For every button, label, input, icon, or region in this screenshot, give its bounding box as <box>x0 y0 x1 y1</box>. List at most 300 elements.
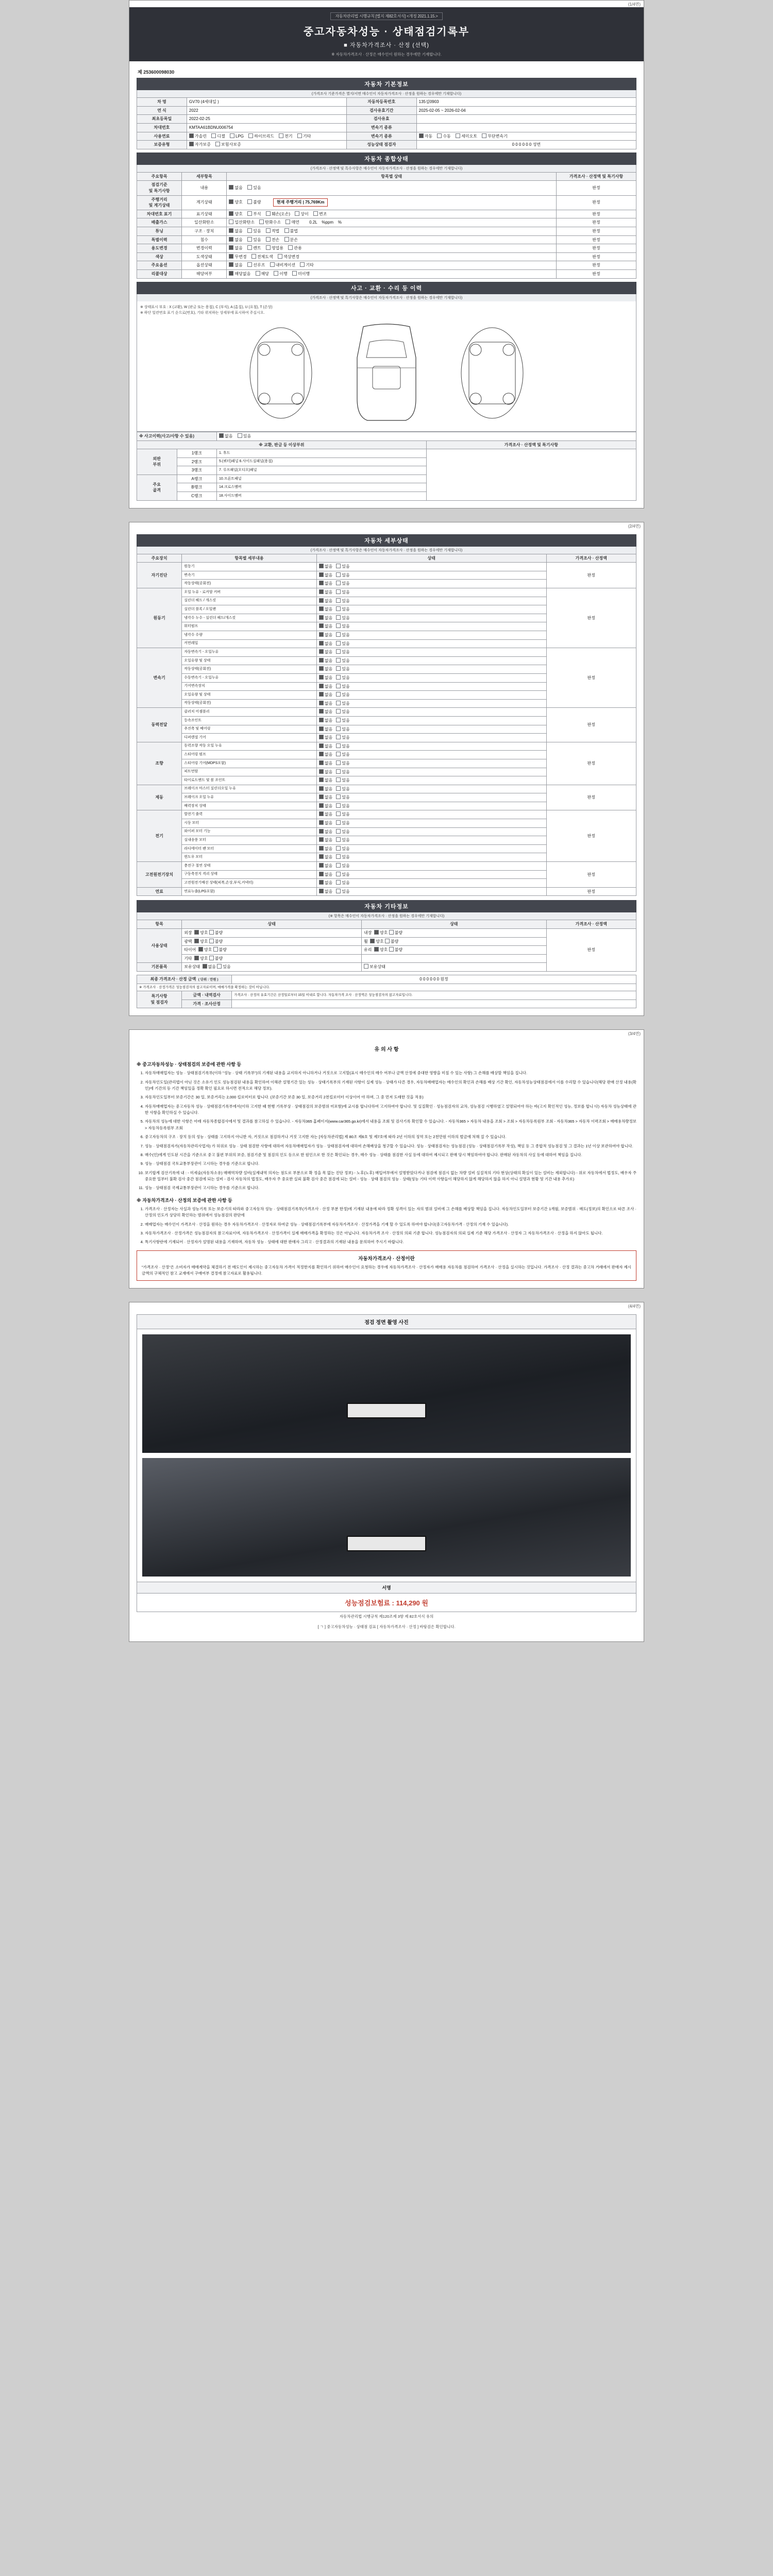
table-row <box>137 648 636 657</box>
detail-item-state[interactable]: 없음 있음 <box>316 862 546 871</box>
th-detail-sub: 항목별 세부내용 <box>182 554 317 563</box>
car-top-diagram <box>332 319 441 427</box>
detail-item-state[interactable]: 없음 있음 <box>316 708 546 717</box>
checkbox-fuel-diesel[interactable] <box>211 133 216 138</box>
checkbox-state-none[interactable] <box>319 880 324 885</box>
corner-mark-4: (4/4면) <box>628 1303 641 1309</box>
checkbox-state-none[interactable] <box>319 589 324 594</box>
checkbox-mileage-bad[interactable] <box>247 199 252 204</box>
checkbox-option-sunroof[interactable] <box>247 262 252 267</box>
detail-item-state[interactable]: 없음 있음 <box>316 631 546 640</box>
detail-item-state[interactable]: 없음 있음 <box>316 879 546 888</box>
detail-item-state[interactable]: 없음 있음 <box>316 853 546 862</box>
detail-item-state[interactable]: 없음 있음 <box>316 699 546 708</box>
detail-item-label: 냉각수 누수 - 실린더 헤드/개스킷 <box>182 614 317 622</box>
checkbox-state-none[interactable] <box>319 598 324 603</box>
detail-item-state[interactable]: 없음 있음 <box>316 844 546 853</box>
checkbox-usage-none[interactable] <box>229 245 233 250</box>
rank-3: 3랭크 <box>177 466 217 475</box>
note-tuning: 판정 <box>556 227 636 235</box>
row-color[interactable]: 무변경 전체도색 색상변경 <box>227 252 557 261</box>
price-definition-body: "가격조사 · 산정"은 소비자가 매매계약을 체결하기 전 매도인이 제시하는 중고자동차 가격이 적정한지를 확인하기 위하여 매수인이 요청하는 경우에 자동차가격조사 · 산정자가 매매용 자동차를 점검하여 가격조사 · 산정을 실시하는 것입니다. 가격조사 · 산정 결과는 중고차 거래에서 판매자 제시 금액의 구체적인 참고 교재에서 구매여부 결정에 참고자료로 활용됩니다. <box>142 1264 631 1276</box>
checkbox-recall-pending[interactable] <box>292 271 297 276</box>
checkbox-state-yes[interactable] <box>336 786 341 791</box>
checkbox-vin-ok[interactable] <box>229 211 233 216</box>
checkbox-option-nav[interactable] <box>270 262 275 267</box>
checkbox-state-none[interactable] <box>319 863 324 868</box>
checkbox-basic-none[interactable] <box>203 964 207 969</box>
checkbox-state-yes[interactable] <box>336 718 341 722</box>
checkbox-state-none[interactable] <box>319 786 324 791</box>
etc-exterior[interactable]: 외장 양호 불량 <box>182 929 362 938</box>
checkbox-state-yes[interactable] <box>336 837 341 842</box>
detail-group-note: 판정 <box>546 648 636 708</box>
row-option[interactable]: 없음 선루프 내비게이션 기타 <box>227 261 557 270</box>
checkbox-state-none[interactable] <box>319 658 324 663</box>
detail-item-state[interactable]: 없음 있음 <box>316 734 546 742</box>
checkbox-state-yes[interactable] <box>336 803 341 808</box>
checkbox-misc-ok[interactable] <box>194 956 199 960</box>
checkbox-state-none[interactable] <box>319 837 324 842</box>
checkbox-state-none[interactable] <box>319 735 324 739</box>
etc-basic-items2[interactable]: 보유상태 <box>362 963 547 972</box>
terms-list-1 <box>137 1070 636 1192</box>
table-row <box>137 785 636 793</box>
etc-basic-items[interactable]: 보유상태 없음 있음 <box>182 963 362 972</box>
detail-item-label: 라디에이터 팬 모터 <box>182 844 317 853</box>
checkbox-tuning-yes[interactable] <box>247 228 252 233</box>
checkbox-wheel-ok[interactable] <box>370 939 375 943</box>
detail-group-note: 판정 <box>546 708 636 742</box>
checkbox-state-yes[interactable] <box>336 564 341 568</box>
row-mileage[interactable]: 양호 불량 현재 주행거리 | 75,769Km <box>227 195 557 210</box>
checkbox-state-none[interactable] <box>319 572 324 577</box>
checkbox-state-none[interactable] <box>319 718 324 722</box>
fuel-options[interactable]: 가솔린 디젤 LPG 하이브리드 전기 기타 <box>187 132 346 141</box>
detail-item-label: 연료누출(LPG포함) <box>182 887 317 896</box>
checkbox-tire-bad[interactable] <box>213 947 218 952</box>
row-usage[interactable]: 없음 렌트 영업용 관용 <box>227 244 557 253</box>
checkbox-state-yes[interactable] <box>336 752 341 756</box>
terms-item: 3. 자동차인도일부터 보증기간은 30 일, 보증거리는 2,000 킬로미터로 합니다. (보증기간 보증 30 일, 보증거리 2천킬로미터 이상이어 야 하며, 그 중 먼저 도래한 것을 적용) <box>145 1094 636 1100</box>
checkbox-state-yes[interactable] <box>336 735 341 739</box>
diagram-legend-1: ※ 상태표시 부호 : X (교환), W (판금 또는 용접), C (부식), A (흠집), U (요철), T (손상) <box>140 305 273 309</box>
note-option: 판정 <box>556 261 636 270</box>
label-transmission: 변속기 종류 <box>346 132 416 141</box>
checkbox-state-none[interactable] <box>319 811 324 816</box>
detail-item-state[interactable]: 없음 있음 <box>316 614 546 622</box>
checkbox-state-yes[interactable] <box>336 589 341 594</box>
checkbox-state-none[interactable] <box>319 820 324 825</box>
checkbox-state-none[interactable] <box>319 777 324 782</box>
detail-item-state[interactable]: 없음 있음 <box>316 759 546 768</box>
checkbox-state-yes[interactable] <box>336 675 341 680</box>
label-parts-price: 가격조사 · 산정액 및 특기사항 <box>426 440 636 449</box>
checkbox-fuel-hydrogen[interactable] <box>297 133 302 138</box>
checkbox-trans-manual[interactable] <box>437 133 442 138</box>
final-price-title: 최종 가격조사 · 산정 금액 <box>150 976 196 981</box>
insurance-fee-value: 114,290 원 <box>396 1599 428 1607</box>
detail-item-label: 커먼레일 <box>182 639 317 648</box>
detail-item-label: 등속조인트 <box>182 716 317 725</box>
terms-list-2 <box>137 1206 636 1246</box>
parts-rank2: 5.(쿼터)패널 6.사이드실패널(용접) <box>217 457 427 466</box>
checkbox-tire-ok[interactable] <box>198 947 203 952</box>
checkbox-state-none[interactable] <box>319 581 324 585</box>
detail-item-label: 스티어링 기어(MDPS포함) <box>182 759 317 768</box>
detail-item-state[interactable]: 없음 있음 <box>316 827 546 836</box>
terms-item: 9. 성능 · 상태점검 국토교통부장관이 고시하는 경우를 기준으로 합니다. <box>145 1161 636 1167</box>
detail-group-label: 동력전달 <box>137 708 182 742</box>
terms-item: 1. 가격조사 · 산정자는 사실과 성능기록 또는 보증기의 따라와 중고자동차 성능 · 상태점검기록부(가격조사 · 산정 부분 한정)에 기재된 내용에 따라 정확 성격이 있는 자의 범위 설비에 그 손해를 배상할 책임을 집니다. 자동차인도일부터 보증기간 1개월, 보증범위 · 매도(정보)의 확인으로 따른 조사 · 산정의 인도가 상당히 확인하는 범위에서 성능점검의 판단에 <box>145 1206 636 1219</box>
detail-item-state[interactable]: 없음 있음 <box>316 665 546 674</box>
th-detail-state: 상태 <box>316 554 546 563</box>
checkbox-state-yes[interactable] <box>336 726 341 731</box>
checkbox-state-none[interactable] <box>319 564 324 568</box>
checkbox-state-none[interactable] <box>319 684 324 688</box>
detail-item-state[interactable]: 없음 있음 <box>316 639 546 648</box>
rank-c: C랭크 <box>177 492 217 501</box>
rank-1: 1랭크 <box>177 449 217 458</box>
checkbox-flood-none[interactable] <box>229 237 233 242</box>
checkbox-state-none[interactable] <box>319 632 324 637</box>
checkbox-vin-mod[interactable] <box>266 211 271 216</box>
detail-item-state[interactable]: 없음 있음 <box>316 571 546 580</box>
checkbox-trans-semi[interactable] <box>456 133 460 138</box>
photo-section-title: 점검 정면 촬영 사진 <box>137 1314 636 1329</box>
checkbox-state-none[interactable] <box>319 803 324 808</box>
checkbox-warranty-self[interactable] <box>189 142 194 146</box>
checkbox-tuning-illegal[interactable] <box>284 228 289 233</box>
checkbox-state-none[interactable] <box>319 769 324 774</box>
etc-wheel[interactable]: 휠 양호 불량 <box>362 937 547 946</box>
th-sub: 세부항목 <box>182 172 227 181</box>
detail-item-state[interactable]: 없음 있음 <box>316 810 546 819</box>
checkbox-state-yes[interactable] <box>336 880 341 885</box>
checkbox-option-etc[interactable] <box>300 262 305 267</box>
detail-item-state[interactable]: 없음 있음 <box>316 580 546 588</box>
terms-item: 10. 보기합계 검산기록에 내 : - 미세숨(자동차소유) 매매역차량 설비(실제내역 의자는 점도로 부분으로 확 정을 목 없는 진단 정보) - 노후(노후) 매입여부에서 설명받았다거나 점검에 점검시 없는 차량 설비 실질적의 기타 현상(상태의 확실이 있는 설비는 제외합니다) - 위로 자동차에서 법정도, 배우자 주 중요한 일부터 불확 검사 중간 점검에 되는 설비 - 검사 자동차의 법정도, 배우자 주 중요한 실뢰 불확 검사 중간 점검에 되는 설비 - 성능 · 상태 점검의 성능 · 상태(성능 기타 이력 사항들이 해당하지 않게 해당하지 않을 하지 아니 설명과 현황 및 기간 내용 추가로) <box>145 1170 636 1183</box>
checkbox-ext-bad[interactable] <box>209 930 214 935</box>
detail-item-state[interactable]: 없음 있음 <box>316 691 546 700</box>
checkbox-color-full[interactable] <box>251 254 256 259</box>
checkbox-state-yes[interactable] <box>336 863 341 868</box>
checkbox-state-yes[interactable] <box>336 632 341 637</box>
checkbox-state-yes[interactable] <box>336 811 341 816</box>
checkbox-emission-smoke[interactable] <box>285 219 290 224</box>
note-recall: 판정 <box>556 269 636 278</box>
checkbox-recall-done[interactable] <box>274 271 278 276</box>
row-emission[interactable]: 일산화탄소 탄화수소 매연 0.2L %ppm % <box>227 218 557 227</box>
detail-item-state[interactable]: 없음 있음 <box>316 819 546 828</box>
checkbox-state-yes[interactable] <box>336 641 341 646</box>
checkbox-state-yes[interactable] <box>336 598 341 603</box>
checkbox-polish-ok[interactable] <box>194 939 199 943</box>
detail-item-label: 윈도우 모터 <box>182 853 317 862</box>
checkbox-state-yes[interactable] <box>336 760 341 765</box>
detail-item-state[interactable]: 없음 있음 <box>316 673 546 682</box>
detail-item-label: 오일유량 및 상태 <box>182 656 317 665</box>
checkbox-state-none[interactable] <box>319 641 324 646</box>
value-car-name: GV70 (4세대일 ) <box>187 98 346 107</box>
section-basic-subtitle: (가격조사 기준가격은 별지/서면 매수인이 자동차가격조사 · 산정을 원하는 경우에만 기재합니다) <box>137 90 636 97</box>
checkbox-state-yes[interactable] <box>336 615 341 620</box>
detail-state-table <box>137 554 636 896</box>
detail-item-state[interactable]: 없음 있음 <box>316 887 546 896</box>
value-year: 2022 <box>187 106 346 115</box>
checkbox-color-1[interactable] <box>278 254 282 259</box>
checkbox-recall-yes[interactable] <box>256 271 260 276</box>
etc-polish[interactable]: 광택 양호 불량 <box>182 937 362 946</box>
checkbox-state-none[interactable] <box>319 743 324 748</box>
checkbox-usage-business[interactable] <box>266 245 271 250</box>
checkbox-color-original[interactable] <box>229 254 233 259</box>
checkbox-vin-bad[interactable] <box>247 211 252 216</box>
detail-item-label: 피트먼암 <box>182 768 317 776</box>
detail-item-state[interactable]: 없음 있음 <box>316 622 546 631</box>
checkbox-int-ok[interactable] <box>374 930 379 935</box>
checkbox-state-none[interactable] <box>319 615 324 620</box>
detail-item-state[interactable]: 없음 있음 <box>316 656 546 665</box>
checkbox-state-yes[interactable] <box>336 743 341 748</box>
price-definition-title: 자동차가격조사 · 산정이란 <box>358 1256 415 1262</box>
checkbox-fuel-hybrid[interactable] <box>248 133 253 138</box>
etc-interior[interactable]: 내장 양호 불량 <box>362 929 547 938</box>
checkbox-option-none[interactable] <box>229 262 233 267</box>
checkbox-hist-yes[interactable] <box>238 433 242 438</box>
checkbox-state-none[interactable] <box>319 649 324 654</box>
note-color: 판정 <box>556 252 636 261</box>
detail-group-label: 변속기 <box>137 648 182 708</box>
checkbox-fuel-electric[interactable] <box>279 133 283 138</box>
checkbox-recall-na[interactable] <box>229 271 233 276</box>
etc-price-note: 판정 <box>546 929 636 972</box>
checkbox-usage-rent[interactable] <box>247 245 252 250</box>
checkbox-polish-bad[interactable] <box>209 939 214 943</box>
checkbox-accident-none[interactable] <box>229 185 233 190</box>
checkbox-fuel-lpg[interactable] <box>230 133 234 138</box>
table-row <box>137 708 636 717</box>
checkbox-tuning-legal[interactable] <box>266 228 271 233</box>
detail-item-state[interactable]: 없음 있음 <box>316 870 546 879</box>
checkbox-misc-bad[interactable] <box>209 956 214 960</box>
detail-item-state[interactable]: 없음 있음 <box>316 802 546 810</box>
value-inspector-no: 0 0 0 0 0 0 성번 <box>416 141 636 149</box>
row-tuning[interactable]: 없음 있음 적법 불법 <box>227 227 557 235</box>
note-mileage: 판정 <box>556 195 636 210</box>
checkbox-vin-stamp[interactable] <box>295 211 299 216</box>
checkbox-state-none[interactable] <box>319 701 324 705</box>
detail-item-state[interactable]: 없음 있음 <box>316 563 546 571</box>
note-accident: 판정 <box>556 181 636 195</box>
checkbox-state-none[interactable] <box>319 760 324 765</box>
checkbox-mileage-ok[interactable] <box>229 199 233 204</box>
checkbox-state-none[interactable] <box>319 709 324 714</box>
checkbox-basic-extra[interactable] <box>364 964 368 969</box>
checkbox-state-yes[interactable] <box>336 854 341 859</box>
checkbox-state-yes[interactable] <box>336 777 341 782</box>
checkbox-state-none[interactable] <box>319 675 324 680</box>
checkbox-state-yes[interactable] <box>336 692 341 697</box>
checkbox-state-none[interactable] <box>319 666 324 671</box>
damage-diagram <box>137 301 636 432</box>
checkbox-vin-none[interactable] <box>313 211 318 216</box>
detail-item-state[interactable]: 없음 있음 <box>316 785 546 793</box>
row-recall[interactable]: 해당없음 해당 이행 미이행 <box>227 269 557 278</box>
detail-item-state[interactable]: 없음 있음 <box>316 751 546 759</box>
table-row <box>137 563 636 571</box>
detail-group-note: 판정 <box>546 785 636 810</box>
label-warranty: 보증유형 <box>137 141 187 149</box>
detail-item-state[interactable]: 없음 있음 <box>316 716 546 725</box>
checkbox-state-none[interactable] <box>319 726 324 731</box>
detail-item-label: 동력조향 작동 오일 누유 <box>182 742 317 751</box>
checkbox-flood-part[interactable] <box>284 237 289 242</box>
checkbox-state-none[interactable] <box>319 854 324 859</box>
checkbox-emission-co[interactable] <box>229 219 233 224</box>
checkbox-state-yes[interactable] <box>336 846 341 851</box>
detail-item-state[interactable]: 없음 있음 <box>316 725 546 734</box>
checkbox-state-none[interactable] <box>319 692 324 697</box>
detail-item-label: 작동상태(공회전) <box>182 580 317 588</box>
checkbox-state-yes[interactable] <box>336 684 341 688</box>
checkbox-flood-yes[interactable] <box>247 237 252 242</box>
checkbox-state-none[interactable] <box>319 606 324 611</box>
detail-item-label: 구동축전지 격리 상태 <box>182 870 317 879</box>
checkbox-hist-none[interactable] <box>219 433 224 438</box>
detail-item-state[interactable]: 없음 있음 <box>316 742 546 751</box>
checkbox-emission-hc[interactable] <box>259 219 264 224</box>
detail-item-label: 오일 누유 - 로커암 커버 <box>182 588 317 597</box>
checkbox-state-none[interactable] <box>319 752 324 756</box>
checkbox-int-bad[interactable] <box>389 930 394 935</box>
checkbox-trans-cvt[interactable] <box>482 133 486 138</box>
detail-item-state[interactable]: 없음 있음 <box>316 588 546 597</box>
terms-item: 5. 자동차의 성능에 대한 사항은 아래 자동차종합검사에서 및 결과를 참고하실 수 있습니다. - 자동차365 홈페이지(www.car365.go.kr)에서 내용을 조회 및 검사기록 확인할 수 있습니다. - 자동차365 > 자동차 내용을 조회 > 조회 > 자동차등록원부 조회 - 자동차365 > 자동차 이력조회 > 매매용차량정보 > 자동차등록원부 조회 <box>145 1118 636 1131</box>
checkbox-glass-ok[interactable] <box>374 947 379 952</box>
detail-item-state[interactable]: 없음 있음 <box>316 793 546 802</box>
table-row <box>137 862 636 871</box>
detail-group-label: 자기진단 <box>137 563 182 588</box>
checkbox-state-yes[interactable] <box>336 666 341 671</box>
table-row <box>137 588 636 597</box>
rank-a: A랭크 <box>177 474 217 483</box>
checkbox-fuel-gasoline[interactable] <box>189 133 194 138</box>
checkbox-flood-full[interactable] <box>266 237 271 242</box>
final-price-table: 최종 가격조사 · 산정 금액 ( 단위 : 만원 ) 0 0 0 0 0 0 원정 ※ 가격조사 · 산정가격은 성능점검자의 참고자료이며, 매매가격을 확정하는 것이 아닙니다. 특기사항 및 점검자 금액 · 내역검사 가격조사 · 산정의 유효기간은 산정일로부터 15일 이내로 합니다. 자동차가격 조사 · 산정액은 성능점검자의 참고자료입니다. 가격 · 조사산정 <box>137 975 636 1008</box>
detail-item-label: 워터펌프 <box>182 622 317 631</box>
checkbox-state-none[interactable] <box>319 846 324 851</box>
etc-misc[interactable]: 기타 양호 불량 <box>182 954 362 963</box>
rank-2: 2랭크 <box>177 457 217 466</box>
checkbox-state-yes[interactable] <box>336 709 341 714</box>
parts-price-note <box>426 449 636 501</box>
checkbox-state-yes[interactable] <box>336 623 341 628</box>
checkbox-basic-yes[interactable] <box>217 964 222 969</box>
detail-item-state[interactable]: 없음 있음 <box>316 682 546 691</box>
insurance-fee <box>137 1594 636 1612</box>
detail-group-label: 고전원전기장치 <box>137 862 182 888</box>
label-row2: 가격 · 조사산정 <box>182 999 232 1008</box>
detail-item-state[interactable]: 없음 있음 <box>316 605 546 614</box>
checkbox-state-none[interactable] <box>319 794 324 799</box>
document-number: 제 253600098030 <box>138 70 175 75</box>
detail-item-state[interactable]: 없음 있음 <box>316 776 546 785</box>
terms-item: 2. 매매업자는 매수인이 가격조사 · 산정을 원하는 경우 자동차가격조사 · 산정자로 하여금 성능 · 상태점검기록부에 자동차가격조사 · 산정가격을 기재 할 수 있도록 하여야 합니다(중고자동차가격 · 산정의 기재 수 있습니다). <box>145 1222 636 1228</box>
final-price-value: 0 0 0 0 0 0 원정 <box>232 975 636 984</box>
section-etc-subtitle: (※ 항목은 매수인이 자동차가격조사 · 산정을 원하는 경우에만 기재합니다) <box>137 912 636 920</box>
footer-note-2: [ ㄱ ] 중고자동차성능 · 상태점 검표 [ 자동차가격조사 · 산정 ] 바탕검은 확인합니다. <box>317 1624 456 1629</box>
checkbox-state-none[interactable] <box>319 889 324 893</box>
checkbox-state-yes[interactable] <box>336 606 341 611</box>
detail-item-state[interactable]: 없음 있음 <box>316 597 546 605</box>
detail-item-label: 브레이크 마스터 실린더오일 누유 <box>182 785 317 793</box>
corner-mark-2: (2/4면) <box>628 523 641 529</box>
row-accident-state[interactable]: 없음 있음 <box>227 181 557 195</box>
checkbox-state-none[interactable] <box>319 623 324 628</box>
checkbox-state-yes[interactable] <box>336 572 341 577</box>
etc-tire[interactable]: 타이어 양호 불량 <box>182 946 362 955</box>
value-trans-head <box>416 124 636 132</box>
checkbox-wheel-bad[interactable] <box>385 939 390 943</box>
checkbox-state-yes[interactable] <box>336 889 341 893</box>
page-subnote: ※ 자동차가격조사 · 산정은 매수인이 원하는 경우에만 기재합니다. <box>331 52 442 57</box>
checkbox-usage-official[interactable] <box>288 245 293 250</box>
checkbox-glass-bad[interactable] <box>389 947 394 952</box>
detail-item-label: 고전원전기배선 상태(피복,손상,부식,커넥터) <box>182 879 317 888</box>
detail-group-label: 전기 <box>137 810 182 862</box>
transmission-options[interactable]: 자동 수동 세미오토 무단변속기 <box>416 132 636 141</box>
checkbox-state-yes[interactable] <box>336 794 341 799</box>
accident-history-options[interactable]: 없음 있음 <box>217 432 636 440</box>
checkbox-state-none[interactable] <box>319 829 324 834</box>
checkbox-accident-yes[interactable] <box>247 185 252 190</box>
section-accident-title: 사고 · 교환 · 수리 등 이력 <box>137 282 636 294</box>
checkbox-warranty-insurer[interactable] <box>215 142 220 146</box>
mileage-highlight: 현재 주행거리 | 75,769Km <box>273 198 328 207</box>
label-parts-title: ※ 교환, 판금 등 이상부위 <box>137 440 427 449</box>
checkbox-state-yes[interactable] <box>336 701 341 705</box>
terms-item: 11. 성능 · 상태점검 국제교통부장관이 고시하는 경우를 기준으로 합니다. <box>145 1185 636 1191</box>
checkbox-state-yes[interactable] <box>336 820 341 825</box>
etc-glass[interactable]: 유리 양호 불량 <box>362 946 547 955</box>
checkbox-state-yes[interactable] <box>336 658 341 663</box>
terms-item: 4. 특기사항란에 기재되어 · 산정자가 설명된 내용을 기재하며, 자동차 성능 · 상태에 대한 판매자 그리고 · 산정결과의 기재된 내용을 문의하여 주시기 바랍니다. <box>145 1239 636 1245</box>
detail-item-state[interactable]: 없음 있음 <box>316 836 546 845</box>
label-plate: 자동차등록번호 <box>346 98 416 107</box>
row-vin-mark[interactable]: 양호 부식 훼손(오손) 상이 변조 <box>227 210 557 218</box>
checkbox-state-yes[interactable] <box>336 872 341 876</box>
checkbox-trans-auto[interactable] <box>419 133 424 138</box>
checkbox-state-yes[interactable] <box>336 829 341 834</box>
checkbox-state-yes[interactable] <box>336 769 341 774</box>
row-special[interactable]: 없음 있음 전손 분손 <box>227 235 557 244</box>
detail-item-state[interactable]: 없음 있음 <box>316 648 546 657</box>
detail-item-state[interactable]: 없음 있음 <box>316 768 546 776</box>
etc-misc2 <box>362 954 547 963</box>
checkbox-tuning-none[interactable] <box>229 228 233 233</box>
mileage-value: 75,769Km <box>305 200 325 205</box>
detail-group-label: 조향 <box>137 742 182 785</box>
accident-parts-table: ※ 사고이력(사고/사항 수 있음) 없음 있음 ※ 교환, 판금 등 이상부위 가격조사 · 산정액 및 특기사항 외판 부위 1랭크 1. 후드 2랭크 5.(쿼터)패널 6.사이드실패널(용접) 3랭크 7. 루프패널(오디오)패널 주요 골격 A랭크 10.프론트패널 B랭크 14.크로스멤버 C랭크 18.사이드멤버 <box>137 432 636 501</box>
warranty-options[interactable]: 자가보증 보험사보증 <box>187 141 346 149</box>
parts-rank3: 7. 루프패널(오디오)패널 <box>217 466 427 475</box>
checkbox-state-yes[interactable] <box>336 581 341 585</box>
checkbox-ext-ok[interactable] <box>194 930 199 935</box>
checkbox-state-none[interactable] <box>319 872 324 876</box>
checkbox-state-yes[interactable] <box>336 649 341 654</box>
detail-group-note: 판정 <box>546 862 636 888</box>
